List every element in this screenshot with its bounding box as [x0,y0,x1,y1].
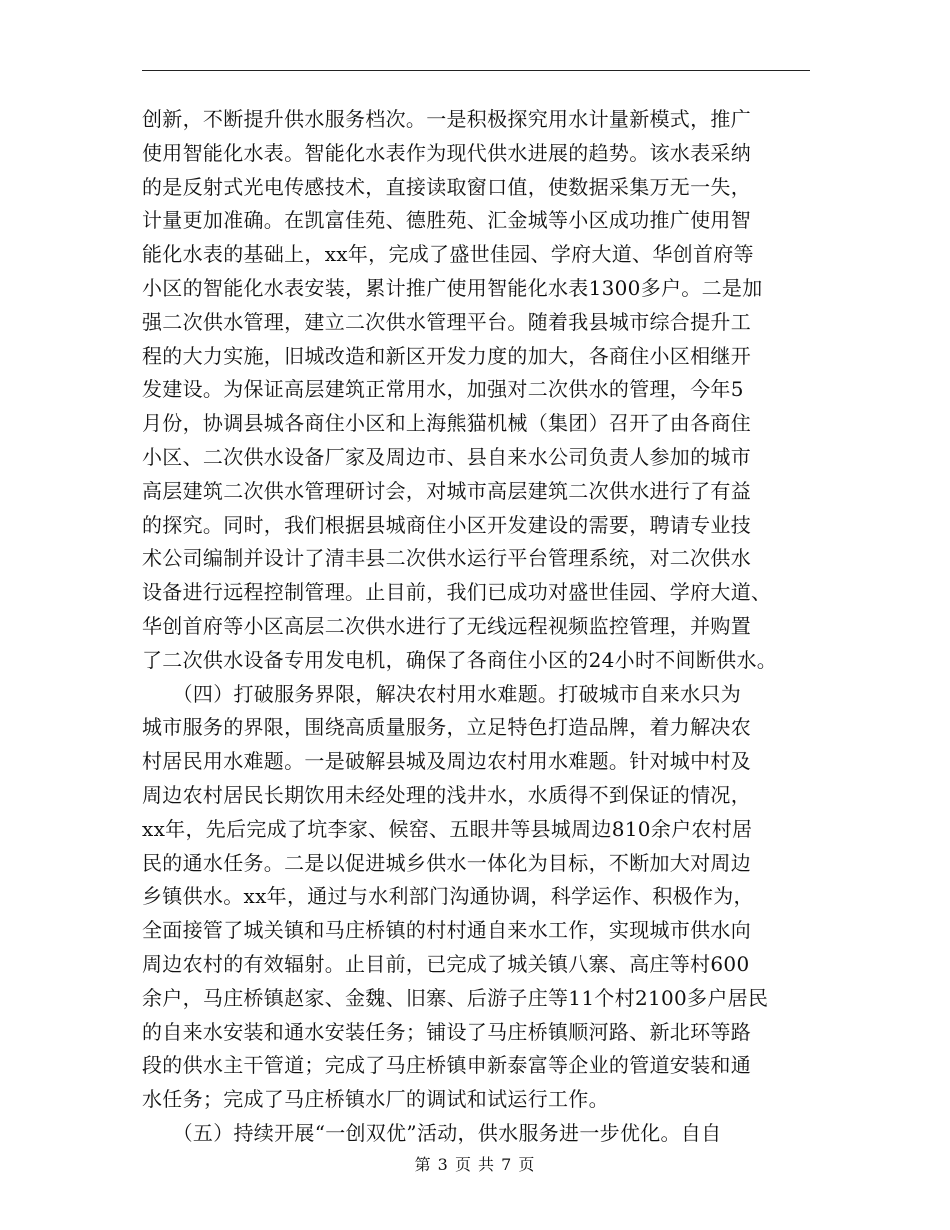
text-line: 水任务；完成了马庄桥镇水厂的调试和试运行工作。 [142,1087,609,1112]
text-line: 民的通水任务。二是以促进城乡供水一体化为目标，不断加大对周边 [142,850,751,875]
text-line: 了二次供水设备专用发电机，确保了各商住小区的24小时不间断供水。 [142,647,778,672]
text-line: 月份，协调县城各商住小区和上海熊猫机械（集团）召开了由各商住 [142,411,751,436]
body-text [142,103,822,1151]
text-line: 使用智能化水表。智能化水表作为现代供水进展的趋势。该水表采纳 [142,140,751,165]
text-line: 小区的智能化水表安装，累计推广使用智能化水表1300多户。二是加 [142,275,763,300]
text-line: 的是反射式光电传感技术，直接读取窗口值，使数据采集万无一失， [142,174,751,199]
text-line: 周边农村居民长期饮用未经处理的浅井水，水质得不到保证的情况， [142,782,751,807]
text-line: 的自来水安装和通水安装任务；铺设了马庄桥镇顺河路、新北环等路 [142,1019,751,1044]
text-line: 程的大力实施，旧城改造和新区开发力度的加大，各商住小区相继开 [142,343,751,368]
text-line: 城市服务的界限，围绕高质量服务，立足特色打造品牌，着力解决农 [142,715,751,740]
text-line: 能化水表的基础上，xx年，完成了盛世佳园、学府大道、华创首府等 [142,242,754,267]
text-line: （五）持续开展“一创双优”活动，供水服务进一步优化。自自 [142,1120,722,1145]
text-line: 段的供水主干管道；完成了马庄桥镇申新泰富等企业的管道安装和通 [142,1053,751,1078]
header-rule [142,70,810,71]
text-line: （四）打破服务界限，解决农村用水难题。打破城市自来水只为 [142,681,741,706]
text-line: 高层建筑二次供水管理研讨会，对城市高层建筑二次供水进行了有益 [142,478,751,503]
text-line: 华创首府等小区高层二次供水进行了无线远程视频监控管理，并购置 [142,613,751,638]
text-line: 强二次供水管理，建立二次供水管理平台。随着我县城市综合提升工 [142,309,751,334]
text-line: 小区、二次供水设备厂家及周边市、县自来水公司负责人参加的城市 [142,444,751,469]
text-line: 余户，马庄桥镇赵家、金魏、旧寨、后游子庄等11个村2100多户居民 [142,985,769,1010]
text-line: 的探究。同时，我们根据县城商住小区开发建设的需要，聘请专业技 [142,512,751,537]
text-line: 创新，不断提升供水服务档次。一是积极探究用水计量新模式，推广 [142,107,751,131]
text-line: 乡镇供水。xx年，通过与水利部门沟通协调，科学运作、积极作为， [142,884,754,909]
text-line: 周边农村的有效辐射。止目前，已完成了城关镇八寨、高庄等村600 [142,951,750,976]
text-line: 术公司编制并设计了清丰县二次供水运行平台管理系统，对二次供水 [142,546,751,571]
page-footer: 第 3 页 共 7 页 [414,1155,536,1174]
text-line: 村居民用水难题。一是破解县城及周边农村用水难题。针对城中村及 [142,749,751,774]
text-line: 设备进行远程控制管理。止目前，我们已成功对盛世佳园、学府大道、 [142,580,772,605]
text-line: xx年，先后完成了坑李家、候窑、五眼井等县城周边810余户农村居 [142,816,753,841]
text-line: 计量更加准确。在凯富佳苑、德胜苑、汇金城等小区成功推广使用智 [142,208,751,233]
text-line: 发建设。为保证高层建筑正常用水，加强对二次供水的管理，今年5 [142,377,744,402]
text-line: 全面接管了城关镇和马庄桥镇的村村通自来水工作，实现城市供水向 [142,918,751,943]
